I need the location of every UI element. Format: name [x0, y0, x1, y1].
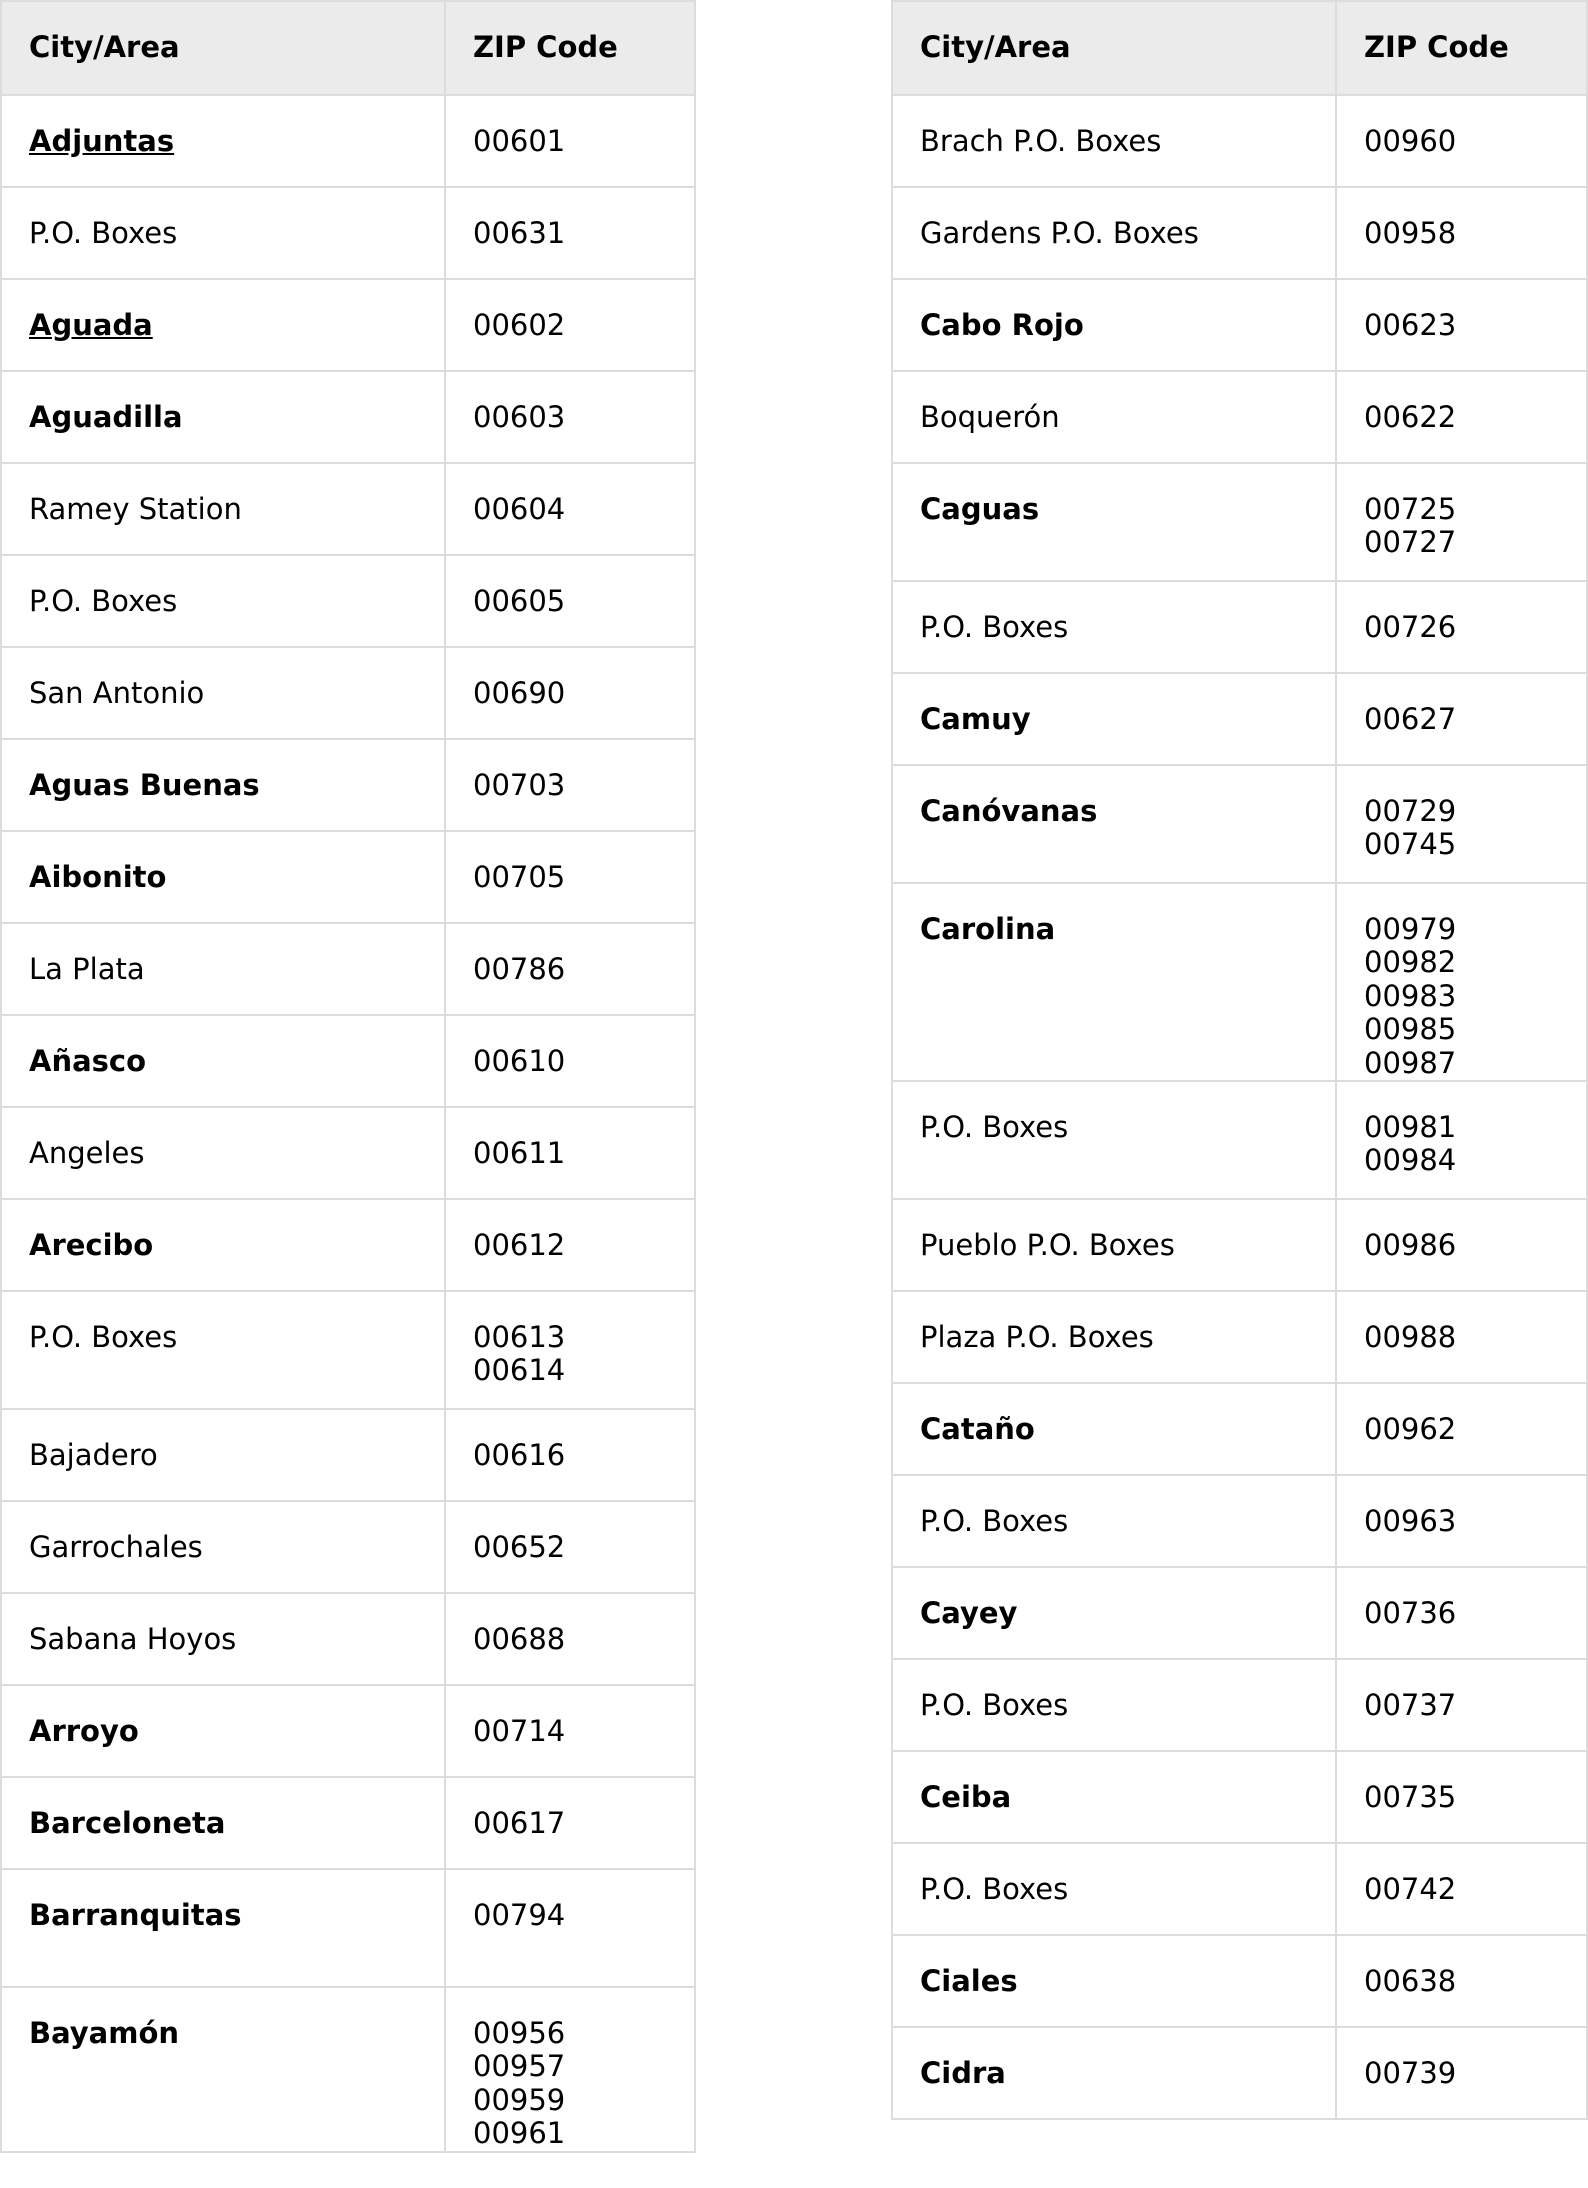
city-cell: [892, 95, 1336, 187]
city-cell: [892, 1567, 1336, 1659]
city-name: P.O. Boxes: [29, 584, 178, 618]
zip-code: 00961: [473, 2116, 566, 2151]
city-cell: [892, 1935, 1336, 2027]
table-row: [1, 1107, 695, 1199]
city-name: Pueblo P.O. Boxes: [920, 1228, 1175, 1263]
city-cell: [892, 765, 1336, 883]
zip-code: 00725: [1364, 492, 1457, 526]
city-name: La Plata: [29, 952, 145, 986]
city-column-header: City/Area: [892, 1, 1336, 95]
zip-column-header: ZIP Code: [1336, 1, 1587, 95]
table-row: [1, 1501, 695, 1593]
zip-cell: [1336, 673, 1587, 765]
city-link[interactable]: Aguada: [29, 308, 153, 342]
city-name: Sabana Hoyos: [29, 1622, 237, 1656]
table-row: [1, 1593, 695, 1685]
zip-cell: [445, 1777, 695, 1869]
city-name: Aguas Buenas: [29, 768, 260, 802]
table-row: [892, 1751, 1587, 1843]
city-name: Canóvanas: [920, 794, 1098, 828]
zip-cell: [445, 923, 695, 1015]
zip-code: 00786: [473, 952, 566, 986]
zip-cell: [445, 1107, 695, 1199]
city-cell: [1, 1501, 445, 1593]
zip-cell: [1336, 1751, 1587, 1843]
city-name: P.O. Boxes: [920, 610, 1069, 644]
city-name: P.O. Boxes: [920, 1110, 1069, 1145]
zip-code: 00705: [473, 860, 566, 894]
table-row: [892, 279, 1587, 371]
city-name: Arroyo: [29, 1714, 139, 1748]
zip-cell: [1336, 1843, 1587, 1935]
city-name: Angeles: [29, 1136, 145, 1170]
table-header-row: [892, 1, 1587, 95]
city-name: Cabo Rojo: [920, 308, 1084, 342]
table-row: [1, 1869, 695, 1987]
zip-cell: [445, 1291, 695, 1409]
city-cell: [1, 1409, 445, 1501]
zip-code: 00690: [473, 676, 566, 710]
zip-cell: [1336, 765, 1587, 883]
zip-code: 00986: [1364, 1228, 1457, 1263]
table-row: [892, 1475, 1587, 1567]
table-row: [1, 187, 695, 279]
city-cell: [1, 463, 445, 555]
table-header-row: [1, 1, 695, 95]
zip-cell: [1336, 1081, 1587, 1199]
zip-cell: [1336, 1567, 1587, 1659]
city-name: Cataño: [920, 1412, 1035, 1447]
zip-code: 00959: [473, 2082, 566, 2117]
zip-code: 00957: [473, 2049, 566, 2084]
zip-cell: [445, 1685, 695, 1777]
table-row: [892, 1199, 1587, 1291]
city-cell: [892, 2027, 1336, 2119]
city-cell: [1, 1593, 445, 1685]
city-cell: [892, 371, 1336, 463]
table-row: [1, 923, 695, 1015]
city-name: P.O. Boxes: [920, 1504, 1069, 1539]
city-cell: [892, 1659, 1336, 1751]
table-row: [892, 581, 1587, 673]
table-row: [1, 647, 695, 739]
zip-code: 00652: [473, 1530, 566, 1564]
zip-cell: [1336, 187, 1587, 279]
zip-cell: [445, 187, 695, 279]
city-name: Aibonito: [29, 860, 167, 894]
city-name: P.O. Boxes: [29, 216, 178, 250]
zip-code: 00960: [1364, 124, 1457, 158]
city-name: Bajadero: [29, 1438, 158, 1472]
zip-code: 00729: [1364, 794, 1457, 828]
zip-code: 00703: [473, 768, 566, 802]
city-cell: [892, 1291, 1336, 1383]
zip-code: 00735: [1364, 1780, 1457, 1815]
zip-cell: [445, 555, 695, 647]
city-name: Gardens P.O. Boxes: [920, 216, 1199, 250]
zip-cell: [1336, 463, 1587, 581]
table-row: [892, 673, 1587, 765]
table-body-right: [892, 95, 1587, 2119]
table-row: [1, 95, 695, 187]
city-name: P.O. Boxes: [920, 1872, 1069, 1907]
zip-code: 00985: [1364, 1012, 1457, 1047]
city-cell: [892, 581, 1336, 673]
zip-cell: [1336, 883, 1587, 1081]
city-name: Barceloneta: [29, 1806, 226, 1840]
zip-cell: [1336, 95, 1587, 187]
zip-code: 00631: [473, 216, 566, 250]
city-name: Carolina: [920, 912, 1056, 946]
zip-code: 00739: [1364, 2056, 1457, 2091]
table-row: [1, 739, 695, 831]
city-cell: [1, 279, 445, 371]
zip-code: 00956: [473, 2016, 566, 2050]
zip-code: 00962: [1364, 1412, 1457, 1447]
zip-code: 00742: [1364, 1872, 1457, 1907]
zip-code: 00623: [1364, 308, 1457, 342]
city-cell: [892, 883, 1336, 1081]
zip-cell: [445, 95, 695, 187]
zip-code: 00736: [1364, 1596, 1457, 1631]
city-cell: [892, 187, 1336, 279]
city-cell: [1, 1199, 445, 1291]
city-name: Aguadilla: [29, 400, 183, 434]
zip-code: 00987: [1364, 1045, 1457, 1080]
city-cell: [1, 739, 445, 831]
zip-code: 00982: [1364, 945, 1457, 980]
zip-code: 00603: [473, 400, 566, 434]
zip-code: 00613: [473, 1320, 566, 1354]
city-cell: [892, 1383, 1336, 1475]
table-row: [892, 2027, 1587, 2119]
zip-code: 00611: [473, 1136, 566, 1170]
city-cell: [1, 1015, 445, 1107]
zip-cell: [445, 1409, 695, 1501]
city-name: Ceiba: [920, 1780, 1012, 1815]
zip-code: 00963: [1364, 1504, 1457, 1539]
zip-code: 00984: [1364, 1143, 1457, 1178]
zip-code: 00714: [473, 1714, 566, 1748]
zip-code: 00614: [473, 1353, 566, 1388]
table-row: [892, 883, 1587, 1081]
city-name: P.O. Boxes: [920, 1688, 1069, 1723]
zip-code: 00745: [1364, 827, 1457, 862]
zip-cell: [445, 463, 695, 555]
table-row: [1, 1291, 695, 1409]
zip-cell: [1336, 2027, 1587, 2119]
city-name: Cayey: [920, 1596, 1018, 1631]
zip-table-right: [891, 0, 1588, 2120]
zip-cell: [1336, 371, 1587, 463]
zip-code: 00638: [1364, 1964, 1457, 1999]
city-cell: [1, 1987, 445, 2152]
city-name: Bayamón: [29, 2016, 180, 2050]
zip-cell: [445, 1987, 695, 2152]
city-name: Camuy: [920, 702, 1031, 736]
table-row: [892, 95, 1587, 187]
table-row: [1, 1015, 695, 1107]
table-row: [1, 371, 695, 463]
city-name: San Antonio: [29, 676, 205, 710]
city-cell: [1, 1291, 445, 1409]
city-cell: [892, 673, 1336, 765]
city-name: Ramey Station: [29, 492, 242, 526]
zip-cell: [445, 1199, 695, 1291]
city-name: Garrochales: [29, 1530, 203, 1564]
zip-code: 00958: [1364, 216, 1457, 250]
table-row: [1, 831, 695, 923]
city-cell: [1, 1777, 445, 1869]
zip-cell: [445, 371, 695, 463]
city-cell: [1, 555, 445, 647]
table-row: [892, 1291, 1587, 1383]
city-cell: [892, 1843, 1336, 1935]
table-row: [892, 1843, 1587, 1935]
zip-cell: [445, 1501, 695, 1593]
table-row: [1, 1987, 695, 2152]
zip-cell: [445, 647, 695, 739]
city-column-header: City/Area: [1, 1, 445, 95]
city-cell: [892, 463, 1336, 581]
table-row: [1, 1199, 695, 1291]
zip-cell: [1336, 1383, 1587, 1475]
city-cell: [1, 371, 445, 463]
table-row: [892, 463, 1587, 581]
table-row: [1, 463, 695, 555]
table-row: [1, 555, 695, 647]
table-row: [1, 279, 695, 371]
city-name: Arecibo: [29, 1228, 154, 1262]
zip-code: 00981: [1364, 1110, 1457, 1145]
table-row: [892, 187, 1587, 279]
city-name: Plaza P.O. Boxes: [920, 1320, 1154, 1355]
table-row: [892, 1935, 1587, 2027]
table-row: [1, 1409, 695, 1501]
zip-cell: [1336, 1659, 1587, 1751]
zip-code: 00794: [473, 1898, 566, 1932]
city-name: Boquerón: [920, 400, 1060, 434]
table-row: [892, 1567, 1587, 1659]
zip-code: 00627: [1364, 702, 1457, 736]
table-row: [892, 1659, 1587, 1751]
zip-cell: [445, 1869, 695, 1987]
table-body-left: [1, 95, 695, 2152]
zip-code: 00617: [473, 1806, 566, 1840]
zip-code: 00988: [1364, 1320, 1457, 1355]
zip-cell: [445, 1593, 695, 1685]
zip-code: 00726: [1364, 610, 1457, 644]
city-cell: [1, 1107, 445, 1199]
zip-code: 00622: [1364, 400, 1457, 434]
city-cell: [1, 831, 445, 923]
city-cell: [1, 1685, 445, 1777]
city-name: Brach P.O. Boxes: [920, 124, 1162, 158]
city-name: Caguas: [920, 492, 1040, 526]
zip-code: 00601: [473, 124, 566, 158]
zip-code: 00727: [1364, 525, 1457, 560]
city-cell: [1, 187, 445, 279]
city-name: Cidra: [920, 2056, 1006, 2091]
zip-cell: [1336, 1199, 1587, 1291]
zip-cell: [1336, 279, 1587, 371]
table-row: [892, 1081, 1587, 1199]
zip-code: 00610: [473, 1044, 566, 1078]
table-row: [1, 1777, 695, 1869]
zip-code: 00979: [1364, 912, 1457, 946]
zip-code: 00602: [473, 308, 566, 342]
city-name: Barranquitas: [29, 1898, 242, 1932]
zip-code: 00737: [1364, 1688, 1457, 1723]
zip-code: 00612: [473, 1228, 566, 1262]
zip-code: 00688: [473, 1622, 566, 1656]
city-cell: [1, 647, 445, 739]
zip-column-header: ZIP Code: [445, 1, 695, 95]
zip-code: 00605: [473, 584, 566, 618]
city-cell: [892, 1475, 1336, 1567]
zip-cell: [445, 739, 695, 831]
city-cell: [1, 95, 445, 187]
zip-cell: [445, 831, 695, 923]
city-name: Ciales: [920, 1964, 1018, 1999]
city-name: Añasco: [29, 1044, 147, 1078]
zip-table-left: [0, 0, 696, 2153]
table-row: [892, 1383, 1587, 1475]
zip-cell: [1336, 1475, 1587, 1567]
zip-cell: [445, 1015, 695, 1107]
table-row: [1, 1685, 695, 1777]
zip-cell: [1336, 581, 1587, 673]
city-cell: [892, 279, 1336, 371]
city-cell: [892, 1199, 1336, 1291]
city-cell: [1, 1869, 445, 1987]
city-link[interactable]: Adjuntas: [29, 124, 175, 158]
table-row: [892, 371, 1587, 463]
zip-cell: [1336, 1935, 1587, 2027]
zip-code: 00604: [473, 492, 566, 526]
city-cell: [1, 923, 445, 1015]
city-cell: [892, 1751, 1336, 1843]
city-cell: [892, 1081, 1336, 1199]
zip-cell: [1336, 1291, 1587, 1383]
zip-code: 00616: [473, 1438, 566, 1472]
zip-code: 00983: [1364, 978, 1457, 1013]
table-row: [892, 765, 1587, 883]
city-name: P.O. Boxes: [29, 1320, 178, 1354]
zip-cell: [445, 279, 695, 371]
